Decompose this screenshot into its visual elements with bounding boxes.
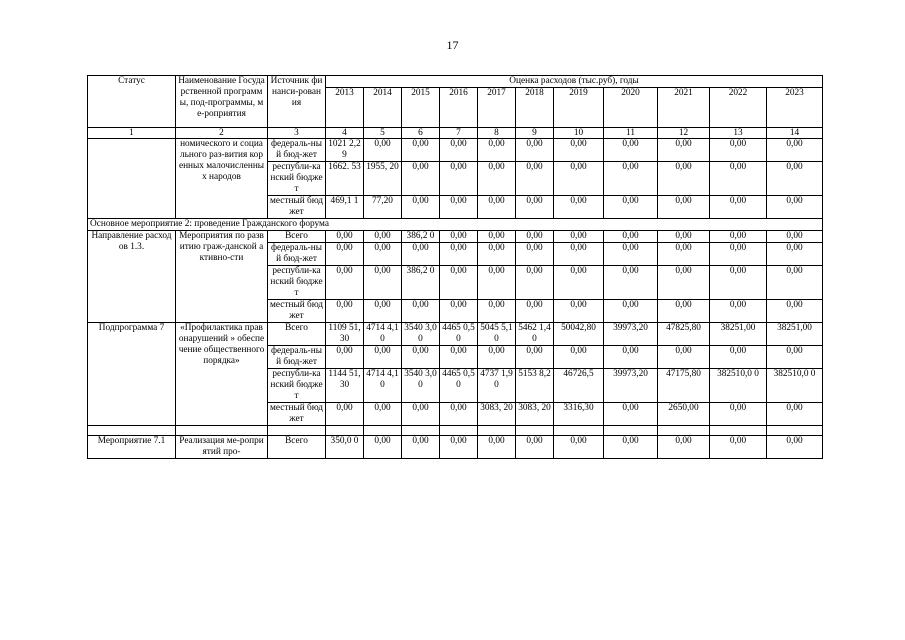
value-cell: 4714 4,10 [364,369,402,403]
value-cell: 0,00 [554,243,604,266]
value-cell: 39973,20 [604,369,658,403]
value-cell: 0,00 [710,196,767,219]
value-cell: 0,00 [767,162,823,196]
status-cell: Подпрограмма 7 [88,323,176,426]
column-number: 4 [326,128,364,139]
value-cell: 0,00 [402,139,440,162]
column-number: 6 [402,128,440,139]
column-number: 12 [658,128,710,139]
column-number: 8 [478,128,516,139]
value-cell: 0,00 [478,243,516,266]
value-cell: 0,00 [554,196,604,219]
value-cell: 386,2 0 [402,266,440,300]
source-cell: федераль-ный бюд-жет [268,243,326,266]
value-cell: 3083, 20 [516,403,554,426]
value-cell: 0,00 [604,196,658,219]
value-cell: 0,00 [364,436,402,459]
column-number: 1 [88,128,176,139]
value-cell: 1021 2,29 [326,139,364,162]
spacer-cell [658,426,710,436]
value-cell: 0,00 [516,231,554,243]
value-cell: 0,00 [516,162,554,196]
value-cell: 0,00 [402,300,440,323]
spacer-cell [767,426,823,436]
value-cell: 0,00 [658,243,710,266]
header-year: 2020 [604,88,658,128]
value-cell: 0,00 [710,300,767,323]
value-cell: 0,00 [516,266,554,300]
source-cell: Всего [268,231,326,243]
value-cell: 0,00 [440,243,478,266]
value-cell: 0,00 [604,243,658,266]
value-cell: 0,00 [767,436,823,459]
source-cell: республи-канский бюджет [268,162,326,196]
value-cell: 0,00 [767,346,823,369]
value-cell: 0,00 [440,139,478,162]
value-cell: 2650,00 [658,403,710,426]
value-cell: 386,2 0 [402,231,440,243]
source-cell: республи-канский бюджет [268,369,326,403]
value-cell: 5153 8,2 [516,369,554,403]
value-cell: 0,00 [440,231,478,243]
value-cell: 0,00 [478,139,516,162]
value-cell: 0,00 [710,266,767,300]
name-cell: Реализация ме-роприятий про- [176,436,268,459]
value-cell: 0,00 [767,196,823,219]
value-cell: 0,00 [658,162,710,196]
value-cell: 0,00 [658,300,710,323]
value-cell: 0,00 [516,300,554,323]
value-cell: 0,00 [767,266,823,300]
value-cell: 0,00 [402,403,440,426]
value-cell: 0,00 [554,436,604,459]
source-cell: Всего [268,436,326,459]
status-cell [88,139,176,219]
value-cell: 0,00 [658,139,710,162]
value-cell: 0,00 [516,436,554,459]
spacer-row [88,426,823,436]
table-row [88,139,823,162]
spacer-cell [326,426,364,436]
spacer-cell [176,426,268,436]
value-cell: 4465 0,50 [440,369,478,403]
value-cell: 0,00 [767,139,823,162]
value-cell: 46726,5 [554,369,604,403]
value-cell: 0,00 [604,139,658,162]
value-cell: 0,00 [364,243,402,266]
value-cell: 0,00 [710,231,767,243]
column-number: 5 [364,128,402,139]
column-number: 14 [767,128,823,139]
header-year: 2018 [516,88,554,128]
value-cell: 3316,30 [554,403,604,426]
source-cell: местный бюджет [268,196,326,219]
value-cell: 0,00 [604,346,658,369]
value-cell: 0,00 [658,346,710,369]
value-cell: 0,00 [440,403,478,426]
value-cell: 47825,80 [658,323,710,346]
header-year: 2016 [440,88,478,128]
source-cell: местный бюджет [268,300,326,323]
value-cell: 0,00 [364,231,402,243]
value-cell: 0,00 [604,162,658,196]
value-cell: 0,00 [554,139,604,162]
value-cell: 0,00 [767,231,823,243]
value-cell: 0,00 [326,266,364,300]
value-cell: 0,00 [402,436,440,459]
value-cell: 38251,00 [710,323,767,346]
value-cell: 0,00 [554,231,604,243]
value-cell: 350,0 0 [326,436,364,459]
value-cell: 3083, 20 [478,403,516,426]
value-cell: 0,00 [554,162,604,196]
value-cell: 0,00 [554,300,604,323]
value-cell: 1144 51,30 [326,369,364,403]
value-cell: 0,00 [402,162,440,196]
column-number: 11 [604,128,658,139]
page-number: 17 [446,38,459,52]
value-cell: 0,00 [478,162,516,196]
value-cell: 0,00 [440,346,478,369]
value-cell: 0,00 [364,266,402,300]
value-cell: 0,00 [402,196,440,219]
value-cell: 0,00 [440,436,478,459]
status-cell: Направление расходов 1.3. [88,231,176,323]
value-cell: 0,00 [710,243,767,266]
name-cell: номического и социального раз-вития коренных малочисленных народов [176,139,268,219]
value-cell: 77,20 [364,196,402,219]
value-cell: 3540 3,00 [402,369,440,403]
status-cell: Мероприятие 7.1 [88,436,176,459]
value-cell: 0,00 [658,266,710,300]
value-cell: 0,00 [364,346,402,369]
value-cell: 0,00 [604,231,658,243]
value-cell: 0,00 [710,436,767,459]
value-cell: 0,00 [478,196,516,219]
source-cell: республи-канский бюджет [268,266,326,300]
header-year: 2022 [710,88,767,128]
spacer-cell [516,426,554,436]
value-cell: 0,00 [604,403,658,426]
header-name: Наименование Государственной программы, под-программы, ме-роприятия [176,76,268,128]
header-year: 2019 [554,88,604,128]
value-cell: 0,00 [364,300,402,323]
value-cell: 0,00 [326,300,364,323]
value-cell: 1109 51,30 [326,323,364,346]
column-number: 7 [440,128,478,139]
value-cell: 0,00 [658,231,710,243]
spacer-cell [88,426,176,436]
value-cell: 1955, 20 [364,162,402,196]
budget-table [87,75,823,459]
value-cell: 4714 4,10 [364,323,402,346]
column-numbers-row [88,128,823,139]
value-cell: 0,00 [364,403,402,426]
table-row [88,231,823,243]
value-cell: 0,00 [478,436,516,459]
header-estimate: Оценка расходов (тыс.руб), годы [326,76,823,88]
table-row [88,323,823,346]
value-cell: 39973,20 [604,323,658,346]
source-cell: федераль-ный бюд-жет [268,346,326,369]
value-cell: 0,00 [516,346,554,369]
value-cell: 47175,80 [658,369,710,403]
spacer-cell [268,426,326,436]
value-cell: 50042,80 [554,323,604,346]
value-cell: 0,00 [767,300,823,323]
value-cell: 0,00 [478,231,516,243]
header-status: Статус [88,76,176,128]
name-cell: Мероприятия по развитию граж-данской активно-сти [176,231,268,323]
source-cell: Всего [268,323,326,346]
header-source: Источник финанси-рования [268,76,326,128]
header-year: 2021 [658,88,710,128]
value-cell: 0,00 [604,436,658,459]
column-number: 2 [176,128,268,139]
value-cell: 0,00 [326,231,364,243]
section-title: Основное мероприятие 2: проведение Гражданского форума [88,219,823,231]
value-cell: 0,00 [658,436,710,459]
name-cell: «Профилактика правонарушений » обеспечение общественного порядка» [176,323,268,426]
value-cell: 0,00 [326,346,364,369]
value-cell: 0,00 [402,243,440,266]
value-cell: 0,00 [710,162,767,196]
column-number: 3 [268,128,326,139]
column-number: 13 [710,128,767,139]
header-year: 2014 [364,88,402,128]
value-cell: 0,00 [478,346,516,369]
column-number: 10 [554,128,604,139]
value-cell: 0,00 [710,403,767,426]
value-cell: 0,00 [658,196,710,219]
source-cell: федераль-ный бюд-жет [268,139,326,162]
value-cell: 0,00 [478,266,516,300]
value-cell: 1662. 53 [326,162,364,196]
value-cell: 38251,00 [767,323,823,346]
value-cell: 0,00 [516,196,554,219]
value-cell: 0,00 [554,266,604,300]
header-year: 2017 [478,88,516,128]
table-row [88,436,823,459]
value-cell: 5462 1,40 [516,323,554,346]
spacer-cell [554,426,604,436]
value-cell: 0,00 [326,403,364,426]
value-cell: 0,00 [710,346,767,369]
value-cell: 0,00 [440,162,478,196]
spacer-cell [604,426,658,436]
spacer-cell [478,426,516,436]
value-cell: 382510,0 0 [710,369,767,403]
value-cell: 0,00 [326,243,364,266]
header-year: 2013 [326,88,364,128]
value-cell: 469,1 1 [326,196,364,219]
value-cell: 0,00 [767,403,823,426]
value-cell: 0,00 [516,243,554,266]
value-cell: 0,00 [710,139,767,162]
spacer-cell [710,426,767,436]
value-cell: 4465 0,50 [440,323,478,346]
value-cell: 0,00 [402,346,440,369]
value-cell: 3540 3,00 [402,323,440,346]
value-cell: 5045 5,10 [478,323,516,346]
value-cell: 0,00 [440,300,478,323]
header-row-1 [88,76,823,88]
value-cell: 0,00 [767,243,823,266]
value-cell: 0,00 [364,139,402,162]
value-cell: 0,00 [478,300,516,323]
value-cell: 0,00 [604,266,658,300]
header-year: 2015 [402,88,440,128]
source-cell: местный бюджет [268,403,326,426]
spacer-cell [440,426,478,436]
value-cell: 4737 1,90 [478,369,516,403]
value-cell: 0,00 [604,300,658,323]
value-cell: 0,00 [554,346,604,369]
value-cell: 0,00 [440,266,478,300]
column-number: 9 [516,128,554,139]
spacer-cell [364,426,402,436]
section-title-row [88,219,823,231]
spacer-cell [402,426,440,436]
value-cell: 382510,0 0 [767,369,823,403]
value-cell: 0,00 [516,139,554,162]
value-cell: 0,00 [440,196,478,219]
header-year: 2023 [767,88,823,128]
